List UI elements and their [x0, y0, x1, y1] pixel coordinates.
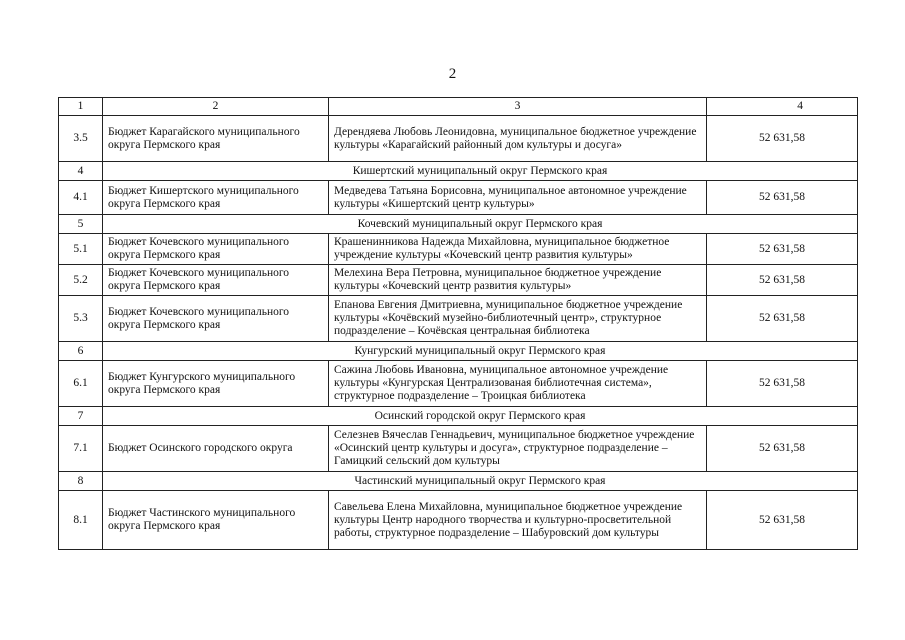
amount-cell: 52 631,58 — [707, 361, 858, 407]
budget-cell: Бюджет Кочевского муниципального округа Пермского края — [103, 265, 329, 296]
section-row — [59, 472, 858, 491]
page-number: 2 — [448, 66, 457, 82]
section-title: Кунгурский муниципальный округ Пермского края — [103, 342, 858, 361]
budget-cell: Бюджет Кунгурского муниципального округа Пермского края — [103, 361, 329, 407]
amount-cell: 52 631,58 — [707, 296, 858, 342]
table-row — [59, 265, 858, 296]
section-row — [59, 215, 858, 234]
table-row — [59, 491, 858, 550]
budget-cell: Бюджет Осинского городского округа — [103, 426, 329, 472]
amount-cell: 52 631,58 — [707, 181, 858, 215]
section-number: 5 — [59, 215, 103, 234]
row-number: 4.1 — [59, 181, 103, 215]
section-number: 4 — [59, 162, 103, 181]
table-row — [59, 361, 858, 407]
recipient-cell: Мелехина Вера Петровна, муниципальное бюджетное учреждение культуры «Кочевский центр развития культуры» — [329, 265, 707, 296]
section-row — [59, 342, 858, 361]
section-title: Кочевский муниципальный округ Пермского края — [103, 215, 858, 234]
row-number: 5.3 — [59, 296, 103, 342]
recipient-cell: Медведева Татьяна Борисовна, муниципальное автономное учреждение культуры «Кишертский центр культуры» — [329, 181, 707, 215]
recipient-cell: Крашенинникова Надежда Михайловна, муниципальное бюджетное учреждение культуры «Кочевский центр развития культуры» — [329, 234, 707, 265]
row-number: 3.5 — [59, 116, 103, 162]
table-row — [59, 234, 858, 265]
table-row — [59, 426, 858, 472]
column-header-row — [59, 98, 858, 116]
recipient-cell: Дерендяева Любовь Леонидовна, муниципальное бюджетное учреждение культуры «Карагайский районный дом культуры и досуга» — [329, 116, 707, 162]
amount-cell: 52 631,58 — [707, 116, 858, 162]
section-title: Кишертский муниципальный округ Пермского края — [103, 162, 858, 181]
section-row — [59, 407, 858, 426]
section-title: Частинский муниципальный округ Пермского края — [103, 472, 858, 491]
amount-cell: 52 631,58 — [707, 265, 858, 296]
section-number: 7 — [59, 407, 103, 426]
row-number: 7.1 — [59, 426, 103, 472]
recipient-cell: Селезнев Вячеслав Геннадьевич, муниципальное бюджетное учреждение «Осинский центр культуры и досуга», структурное подразделение – Гамицкий сельский дом культуры — [329, 426, 707, 472]
budget-cell: Бюджет Кишертского муниципального округа Пермского края — [103, 181, 329, 215]
recipient-cell: Сажина Любовь Ивановна, муниципальное автономное учреждение культуры «Кунгурская Централизованая библиотечная система», структурное подразделение – Троицкая библиотека — [329, 361, 707, 407]
recipient-cell: Епанова Евгения Дмитриевна, муниципальное бюджетное учреждение культуры «Кочёвский музейно-библиотечный центр», структурное подразделение – Кочёвская центральная библиотека — [329, 296, 707, 342]
budget-cell: Бюджет Частинского муниципального округа Пермского края — [103, 491, 329, 550]
amount-cell: 52 631,58 — [707, 426, 858, 472]
table-row — [59, 116, 858, 162]
column-header-1: 1 — [59, 98, 103, 116]
section-number: 6 — [59, 342, 103, 361]
budget-cell: Бюджет Кочевского муниципального округа Пермского края — [103, 234, 329, 265]
row-number: 8.1 — [59, 491, 103, 550]
column-header-4: 4 — [707, 98, 858, 116]
recipient-cell: Савельева Елена Михайловна, муниципальное бюджетное учреждение культуры Центр народного творчества и культурно-просветительной работы, структурное подразделение – Шабуровский дом культуры — [329, 491, 707, 550]
column-header-2: 2 — [103, 98, 329, 116]
amount-cell: 52 631,58 — [707, 491, 858, 550]
section-row — [59, 162, 858, 181]
budget-cell: Бюджет Карагайского муниципального округа Пермского края — [103, 116, 329, 162]
section-number: 8 — [59, 472, 103, 491]
allocation-table — [58, 97, 858, 550]
row-number: 6.1 — [59, 361, 103, 407]
row-number: 5.1 — [59, 234, 103, 265]
section-title: Осинский городской округ Пермского края — [103, 407, 858, 426]
row-number: 5.2 — [59, 265, 103, 296]
column-header-3: 3 — [329, 98, 707, 116]
budget-cell: Бюджет Кочевского муниципального округа Пермского края — [103, 296, 329, 342]
amount-cell: 52 631,58 — [707, 234, 858, 265]
table-row — [59, 181, 858, 215]
table-row — [59, 296, 858, 342]
